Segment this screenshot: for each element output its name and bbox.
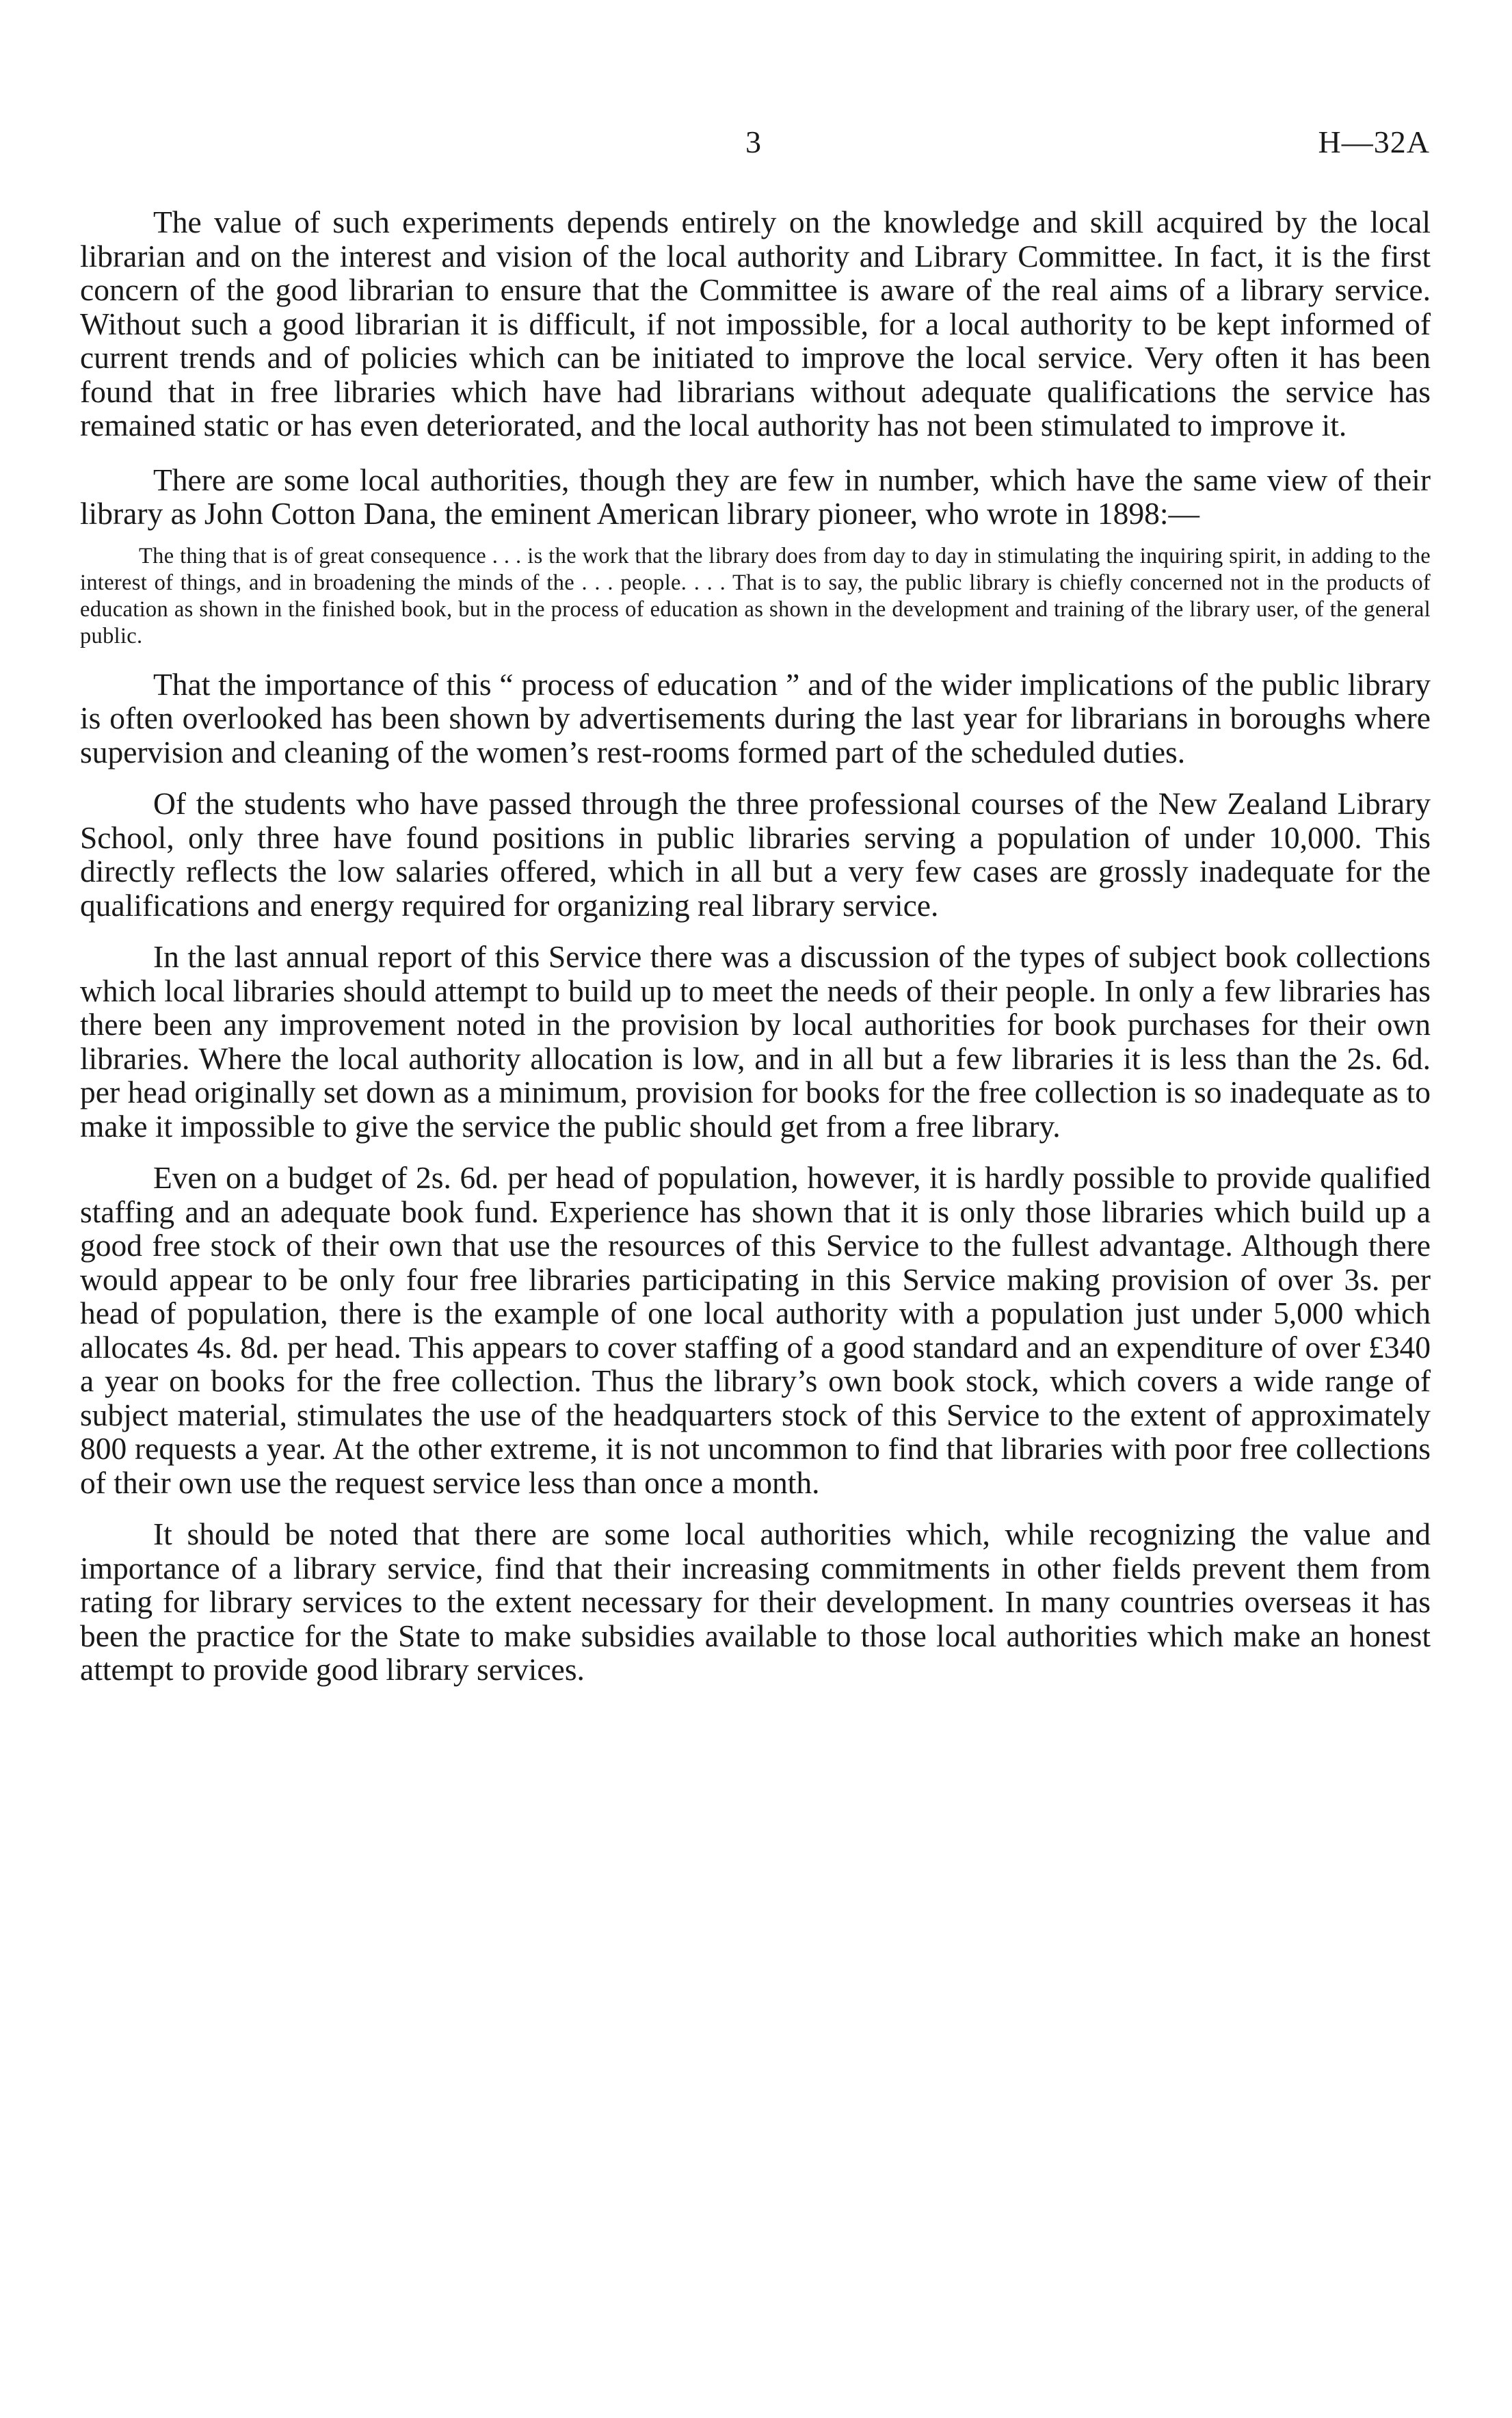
- paragraph-process-of-education: That the importance of this “ process of education ” and of the wider implications of the public library is often overlooked has been shown by advertisements during the last year for librarians in boroughs where supervision and cleaning of the women’s rest-rooms formed part of the scheduled duties.: [80, 666, 1431, 770]
- body-text: [80, 205, 1431, 1705]
- paragraph-budget: Even on a budget of 2s. 6d. per head of population, however, it is hardly possible to provide qualified staffing and an adequate book fund. Experience has shown that it is only those libraries which build up a good free stock of their own that use the resources of this Service to the fullest advantage. Although there would appear to be only four free libraries participating in this Service making provision of over 3s. per head of population, there is the example of one local authority with a population just under 5,000 which allocates 4s. 8d. per head. This appears to cover staffing of a good standard and an expenditure of over £340 a year on books for the free collection. Thus the library’s own book stock, which covers a wide range of subject material, stimulates the use of the headquarters stock of this Service to the extent of approximately 800 requests a year. At the other extreme, it is not uncommon to find that libraries with poor free collections of their own use the request service less than once a month.: [80, 1160, 1431, 1500]
- document-reference: H—32A: [1318, 124, 1430, 159]
- paragraph-librarian-value: The value of such experiments depends entirely on the knowledge and skill acquired by the local librarian and on the interest and vision of the local authority and Library Committee. In fact, it is the first concern of the good librarian to ensure that the Committee is aware of the real aims of a library service. Without such a good librarian it is difficult, if not impossible, for a local authority to be kept informed of current trends and of policies which can be initiated to improve the local service. Very often it has been found that in free libraries which have had librarians without adequate qualifications the service has remained static or has even deteriorated, and the local authority has not been stimulated to improve it.: [80, 205, 1431, 443]
- paragraph-book-collections: In the last annual report of this Service there was a discussion of the types of subject book collections which local libraries should attempt to build up to meet the needs of their people. In only a few libraries has there been any improvement noted in the provision by local authorities for book purchases for their own libraries. Where the local authority allocation is low, and in all but a few libraries it is less than the 2s. 6d. per head originally set down as a minimum, provision for books for the free collection is so inadequate as to make it impossible to give the service the public should get from a free library.: [80, 939, 1431, 1144]
- page-number: 3: [745, 124, 761, 159]
- paragraph-library-school: Of the students who have passed through the three professional courses of the New Zealand Library School, only three have found positions in public libraries serving a population of under 10,000. This directly reflects the low salaries offered, which in all but a very few cases are grossly inadequate for the qualifications and energy required for organizing real library service.: [80, 786, 1431, 923]
- block-quote-dana: The thing that is of great consequence . . . is the work that the library does from day to day in stimulating the inquiring spirit, in adding to the interest of things, and in broadening the minds of the . . . people. . . . That is to say, the public library is chiefly concerned not in the products of education as shown in the finished book, but in the process of education as shown in the development and training of the library user, of the general public.: [80, 543, 1431, 648]
- page-header: [0, 122, 1512, 170]
- paragraph-subsidies: It should be noted that there are some local authorities which, while recognizing the value and importance of a library service, find that their increasing commitments in other fields prevent them from rating for library services to the extent necessary for their development. In many countries overseas it has been the practice for the State to make subsidies available to those local authorities which make an honest attempt to provide good library services.: [80, 1516, 1431, 1687]
- paragraph-dana-intro: There are some local authorities, though they are few in number, which have the same view of their library as John Cotton Dana, the eminent American library pioneer, who wrote in 1898:—: [80, 462, 1431, 531]
